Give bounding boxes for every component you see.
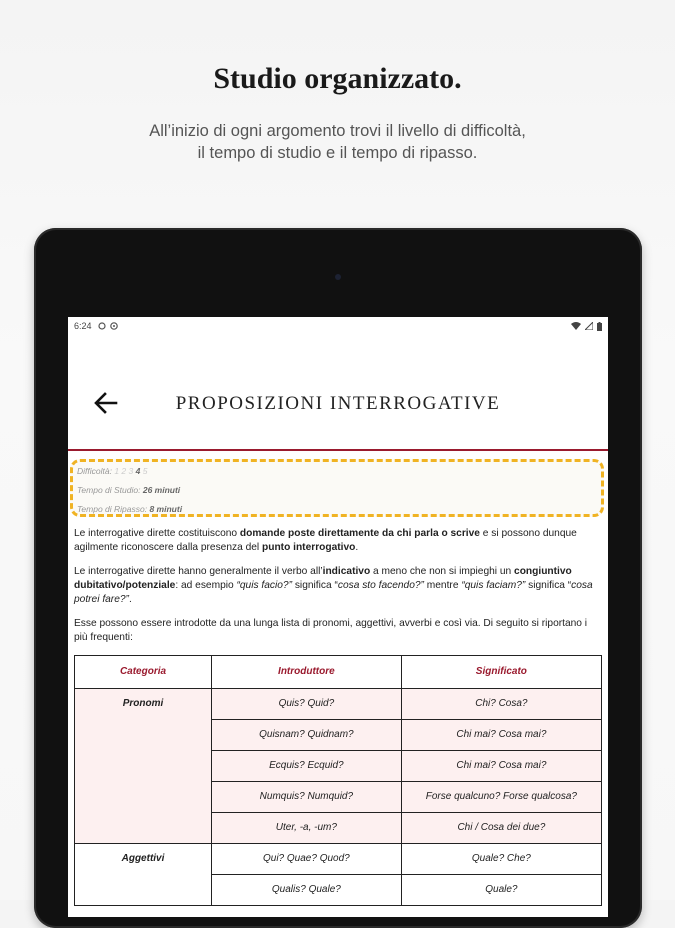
introducer-cell: Quisnam? Quidnam? bbox=[212, 720, 402, 751]
header-significato: Significato bbox=[401, 656, 601, 689]
battery-icon bbox=[597, 322, 602, 331]
device-screen bbox=[68, 317, 608, 917]
table-row bbox=[75, 689, 602, 720]
settings-icon bbox=[98, 322, 106, 330]
interrogatives-table bbox=[74, 655, 602, 906]
difficulty-value: 4 bbox=[135, 466, 141, 476]
difficulty-row bbox=[77, 462, 601, 481]
sync-icon bbox=[110, 322, 118, 330]
difficulty-max: 5 bbox=[142, 466, 148, 476]
promo-subline bbox=[0, 120, 675, 164]
introducer-cell: Qui? Quae? Quod? bbox=[212, 844, 402, 875]
meaning-cell: Chi mai? Cosa mai? bbox=[401, 751, 601, 782]
introducer-cell: Ecquis? Ecquid? bbox=[212, 751, 402, 782]
meaning-cell: Quale? bbox=[401, 875, 601, 906]
table-row bbox=[75, 844, 602, 875]
paragraph-3: Esse possono essere introdotte da una lunga lista di pronomi, aggettivi, avverbi e così via. Di seguito si riportano i più frequenti: bbox=[74, 618, 588, 643]
status-bar bbox=[68, 317, 608, 335]
introducer-cell: Qualis? Quale? bbox=[212, 875, 402, 906]
meaning-cell: Chi mai? Cosa mai? bbox=[401, 720, 601, 751]
review-time-value: 8 minuti bbox=[149, 504, 183, 514]
table-header-row bbox=[75, 656, 602, 689]
page-title: PROPOSIZIONI INTERROGATIVE bbox=[175, 393, 501, 414]
difficulty-label: Difficoltà: bbox=[77, 466, 112, 476]
promo-subline-line-2: il tempo di studio e il tempo di ripasso. bbox=[197, 144, 478, 162]
meaning-cell: Forse qualcuno? Forse qualcosa? bbox=[401, 782, 601, 813]
study-time-value: 26 minuti bbox=[142, 485, 181, 495]
category-cell: Aggettivi bbox=[75, 844, 212, 906]
category-cell: Pronomi bbox=[75, 689, 212, 844]
meaning-cell: Quale? Che? bbox=[401, 844, 601, 875]
introducer-cell: Uter, -a, -um? bbox=[212, 813, 402, 844]
header-introduttore: Introduttore bbox=[212, 656, 402, 689]
header-categoria: Categoria bbox=[75, 656, 212, 689]
study-time-row bbox=[77, 481, 601, 500]
wifi-icon bbox=[571, 322, 581, 330]
study-time-label: Tempo di Studio: bbox=[77, 485, 141, 495]
review-time-label: Tempo di Ripasso: bbox=[77, 504, 148, 514]
difficulty-scale: 1 2 3 bbox=[114, 466, 134, 476]
review-time-row bbox=[77, 500, 601, 519]
study-info-box bbox=[70, 459, 604, 517]
camera-icon bbox=[335, 274, 341, 280]
promo-subline-line-1: All’inizio di ogni argomento trovi il livello di difficoltà, bbox=[149, 122, 526, 140]
app-bar bbox=[68, 335, 608, 451]
meaning-cell: Chi? Cosa? bbox=[401, 689, 601, 720]
paragraph-1: Le interrogative dirette costituiscono domande poste direttamente da chi parla o scrive e si possono dunque agilmente riconoscere dalla presenza del punto interrogativo. bbox=[74, 528, 577, 553]
paragraph-2: Le interrogative dirette hanno generalmente il verbo all’indicativo a meno che non si impieghi un congiuntivo dubitativo/potenziale: ad esempio “quis facio?” significa “cosa sto facendo?” mentre “quis faciam?” significa “cosa potrei fare?”. bbox=[74, 566, 593, 605]
promo-headline: Studio organizzato. bbox=[213, 62, 462, 95]
introducer-cell: Quis? Quid? bbox=[212, 689, 402, 720]
meaning-cell: Chi / Cosa dei due? bbox=[401, 813, 601, 844]
lesson-content bbox=[74, 527, 602, 906]
status-time: 6:24 bbox=[74, 321, 92, 331]
introducer-cell: Numquis? Numquid? bbox=[212, 782, 402, 813]
signal-icon bbox=[585, 322, 593, 330]
